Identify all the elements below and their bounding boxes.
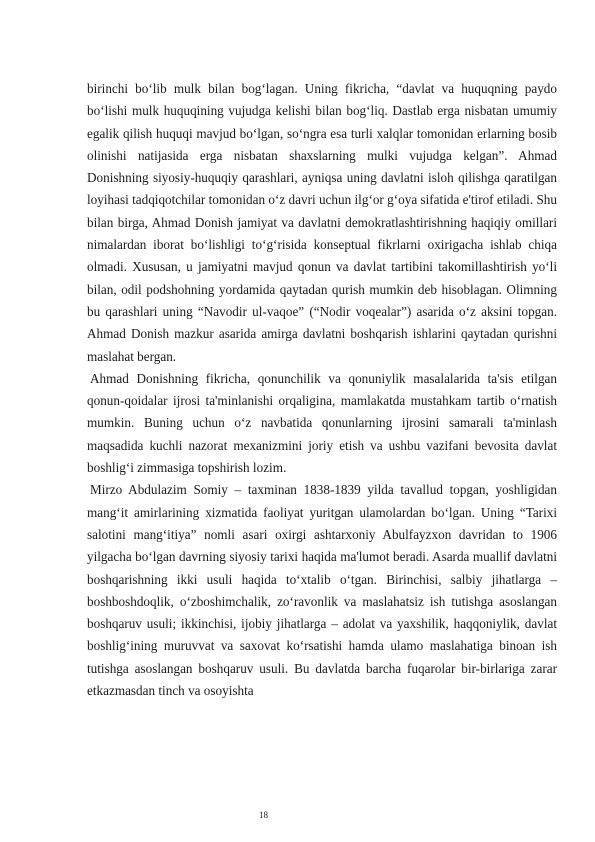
paragraph-1: birinchi boʻlib mulk bilan bogʻlagan. Uning fikricha, “davlat va huquqning paydo boʻlishi mulk huquqining vujudga kelishi bilan bogʻliq. Dastlab erga nisbatan umumiy egalik qilish huquqi mavjud boʻlgan, soʻngra esa turli xalqlar tomonidan erlarning bosib olinishi natijasida erga nisbatan shaxslarning mulki vujudga kelgan”. Ahmad Donishning siyosiy-huquqiy qarashlari, ayniqsa uning davlatni isloh qilishga qaratilgan loyihasi tadqiqotchilar tomonidan oʻz davri uchun ilgʻor gʻoya sifatida e'tirof etiladi. Shu bilan birga, Ahmad Donish jamiyat va davlatni demokratlashtirishning haqiqiy omillari nimalardan iborat boʻlishligi toʻgʻrisida konseptual fikrlarni oxirigacha ishlab chiqa olmadi. Xususan, u jamiyatni mavjud qonun va davlat tartibini takomillashtirish yoʻli bilan, odil podshohning yordamida qaytadan qurish mumkin deb hisoblagan. Olimning bu qarashlari uning “Navodir ul-vaqoe” (“Nodir voqealar”) asarida oʻz aksini topgan. Ahmad Donish mazkur asarida amirga davlatni boshqarish ishlarini qaytadan qurishni maslahat bergan. <box>87 81 557 364</box>
page-number: 18 <box>259 810 268 820</box>
paragraph-3: Mirzo Abdulazim Somiy – taxminan 1838-1839 yilda tavallud topgan, yoshligidan mangʻit amirlarining xizmatida faoliyat yuritgan ulamolardan boʻlgan. Uning “Tarixi salotini mangʻitiya” nomli asari oxirgi ashtarxoniy Abulfayzxon davridan to 1906 yilgacha boʻlgan davrning siyosiy tarixi haqida ma'lumot beradi. Asarda muallif davlatni boshqarishning ikki usuli haqida toʻxtalib oʻtgan. Birinchisi, salbiy jihatlarga – boshboshdoqlik, oʻzboshimchalik, zoʻravonlik va maslahatsiz ish tutishga asoslangan boshqaruv usuli; ikkinchisi, ijobiy jihatlarga – adolat va yaxshilik, haqqoniylik, davlat boshligʻining muruvvat va saxovat koʻrsatishi hamda ulamo maslahatiga binoan ish tutishga asoslangan boshqaruv usuli. Bu davlatda barcha fuqarolar bir-birlariga zarar etkazmasdan tinch va osoyishta <box>87 482 557 699</box>
document-body <box>87 78 557 702</box>
paragraph-2: Ahmad Donishning fikricha, qonunchilik va qonuniylik masalalarida ta'sis etilgan qonun-qoidalar ijrosi ta'minlanishi orqaligina, mamlakatda mustahkam tartib oʻrnatish mumkin. Buning uchun oʻz navbatida qonunlarning ijrosini samarali ta'minlash maqsadida kuchli nazorat mexanizmini joriy etish va ushbu vazifani bevosita davlat boshligʻi zimmasiga topshirish lozim. <box>87 370 557 476</box>
